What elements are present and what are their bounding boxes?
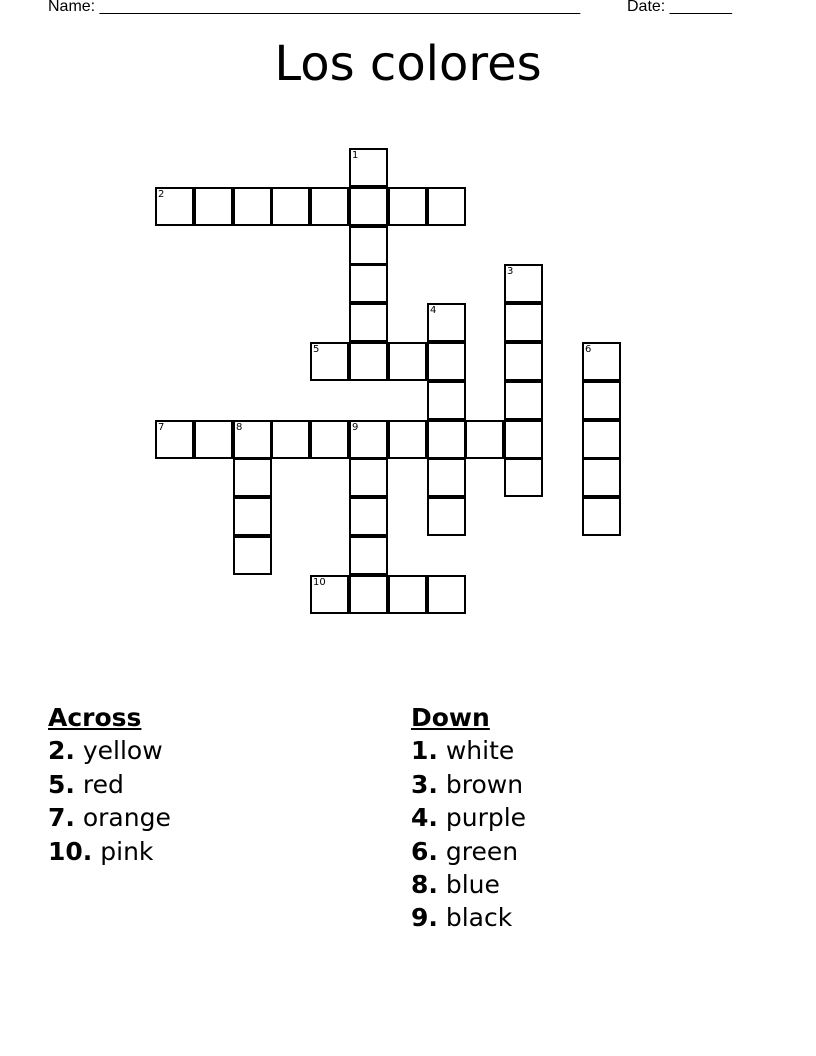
clue-text: purple [445, 803, 527, 833]
grid-cell[interactable] [427, 342, 466, 381]
down-clue-item [411, 868, 526, 901]
across-clue-item [48, 801, 171, 834]
grid-cell[interactable] [310, 420, 349, 459]
grid-cell[interactable] [310, 187, 349, 226]
clue-text: black [445, 903, 513, 933]
across-clues [48, 701, 171, 868]
grid-cell[interactable] [388, 342, 427, 381]
down-heading: Down [411, 703, 490, 732]
clue-number: 8. [411, 870, 438, 900]
grid-cell[interactable] [349, 420, 388, 459]
grid-cell[interactable] [233, 458, 272, 497]
clue-number: 7. [48, 803, 75, 833]
grid-cell[interactable] [388, 575, 427, 614]
date-line: Date: _______ [627, 0, 732, 15]
across-heading: Across [48, 703, 142, 732]
grid-cell[interactable] [155, 187, 194, 226]
down-clue-item [411, 901, 526, 934]
cell-number: 6 [585, 344, 592, 355]
grid-cell[interactable] [427, 187, 466, 226]
clue-number: 9. [411, 903, 438, 933]
clue-text: blue [445, 870, 500, 900]
grid-cell[interactable] [233, 420, 272, 459]
grid-cell[interactable] [271, 420, 310, 459]
grid-cell[interactable] [194, 187, 233, 226]
grid-cell[interactable] [349, 342, 388, 381]
clue-text: red [82, 769, 124, 799]
grid-cell[interactable] [427, 420, 466, 459]
clue-text: yellow [82, 736, 163, 766]
grid-cell[interactable] [349, 303, 388, 342]
grid-cell[interactable] [427, 381, 466, 420]
clue-text: orange [82, 803, 171, 833]
clue-text: white [445, 736, 515, 766]
across-clue-item [48, 835, 171, 868]
grid-cell[interactable] [388, 187, 427, 226]
grid-cell[interactable] [233, 536, 272, 575]
grid-cell[interactable] [349, 575, 388, 614]
grid-cell[interactable] [194, 420, 233, 459]
down-clue-item [411, 734, 526, 767]
across-clue-item [48, 768, 171, 801]
cell-number: 7 [158, 422, 165, 433]
cell-number: 10 [313, 577, 326, 588]
clue-text: brown [445, 769, 524, 799]
down-clue-item [411, 801, 526, 834]
down-clues [411, 701, 526, 935]
grid-cell[interactable] [582, 458, 621, 497]
down-clue-list [411, 734, 526, 934]
clue-number: 1. [411, 736, 438, 766]
grid-cell[interactable] [582, 497, 621, 536]
grid-cell[interactable] [233, 187, 272, 226]
clue-number: 3. [411, 769, 438, 799]
grid-cell[interactable] [504, 303, 543, 342]
cell-number: 5 [313, 344, 320, 355]
grid-cell[interactable] [349, 148, 388, 187]
clue-number: 6. [411, 836, 438, 866]
down-clue-item [411, 835, 526, 868]
cell-number: 1 [352, 150, 359, 161]
clue-number: 10. [48, 836, 93, 866]
grid-cell[interactable] [427, 458, 466, 497]
across-clue-list [48, 734, 171, 868]
grid-cell[interactable] [504, 381, 543, 420]
grid-cell[interactable] [155, 420, 194, 459]
grid-cell[interactable] [271, 187, 310, 226]
grid-cell[interactable] [388, 420, 427, 459]
grid-cell[interactable] [349, 536, 388, 575]
clue-number: 2. [48, 736, 75, 766]
grid-cell[interactable] [427, 575, 466, 614]
grid-cell[interactable] [582, 381, 621, 420]
cell-number: 3 [507, 266, 514, 277]
grid-cell[interactable] [427, 303, 466, 342]
down-clue-item [411, 768, 526, 801]
name-line: Name: ______________________________________________________ [48, 0, 581, 15]
clue-number: 5. [48, 769, 75, 799]
grid-cell[interactable] [310, 342, 349, 381]
grid-cell[interactable] [427, 497, 466, 536]
grid-cell[interactable] [349, 226, 388, 265]
cell-number: 8 [236, 422, 243, 433]
cell-number: 4 [430, 305, 437, 316]
cell-number: 9 [352, 422, 359, 433]
grid-cell[interactable] [349, 187, 388, 226]
grid-cell[interactable] [504, 458, 543, 497]
clue-number: 4. [411, 803, 438, 833]
grid-cell[interactable] [504, 420, 543, 459]
clue-text: green [445, 836, 519, 866]
grid-cell[interactable] [504, 342, 543, 381]
grid-cell[interactable] [310, 575, 349, 614]
clue-text: pink [100, 836, 154, 866]
grid-cell[interactable] [233, 497, 272, 536]
grid-cell[interactable] [349, 497, 388, 536]
across-clue-item [48, 734, 171, 767]
grid-cell[interactable] [582, 420, 621, 459]
grid-cell[interactable] [465, 420, 504, 459]
grid-cell[interactable] [504, 264, 543, 303]
grid-cell[interactable] [582, 342, 621, 381]
grid-cell[interactable] [349, 264, 388, 303]
cell-number: 2 [158, 189, 165, 200]
grid-cell[interactable] [349, 458, 388, 497]
page-title: Los colores [274, 36, 542, 92]
